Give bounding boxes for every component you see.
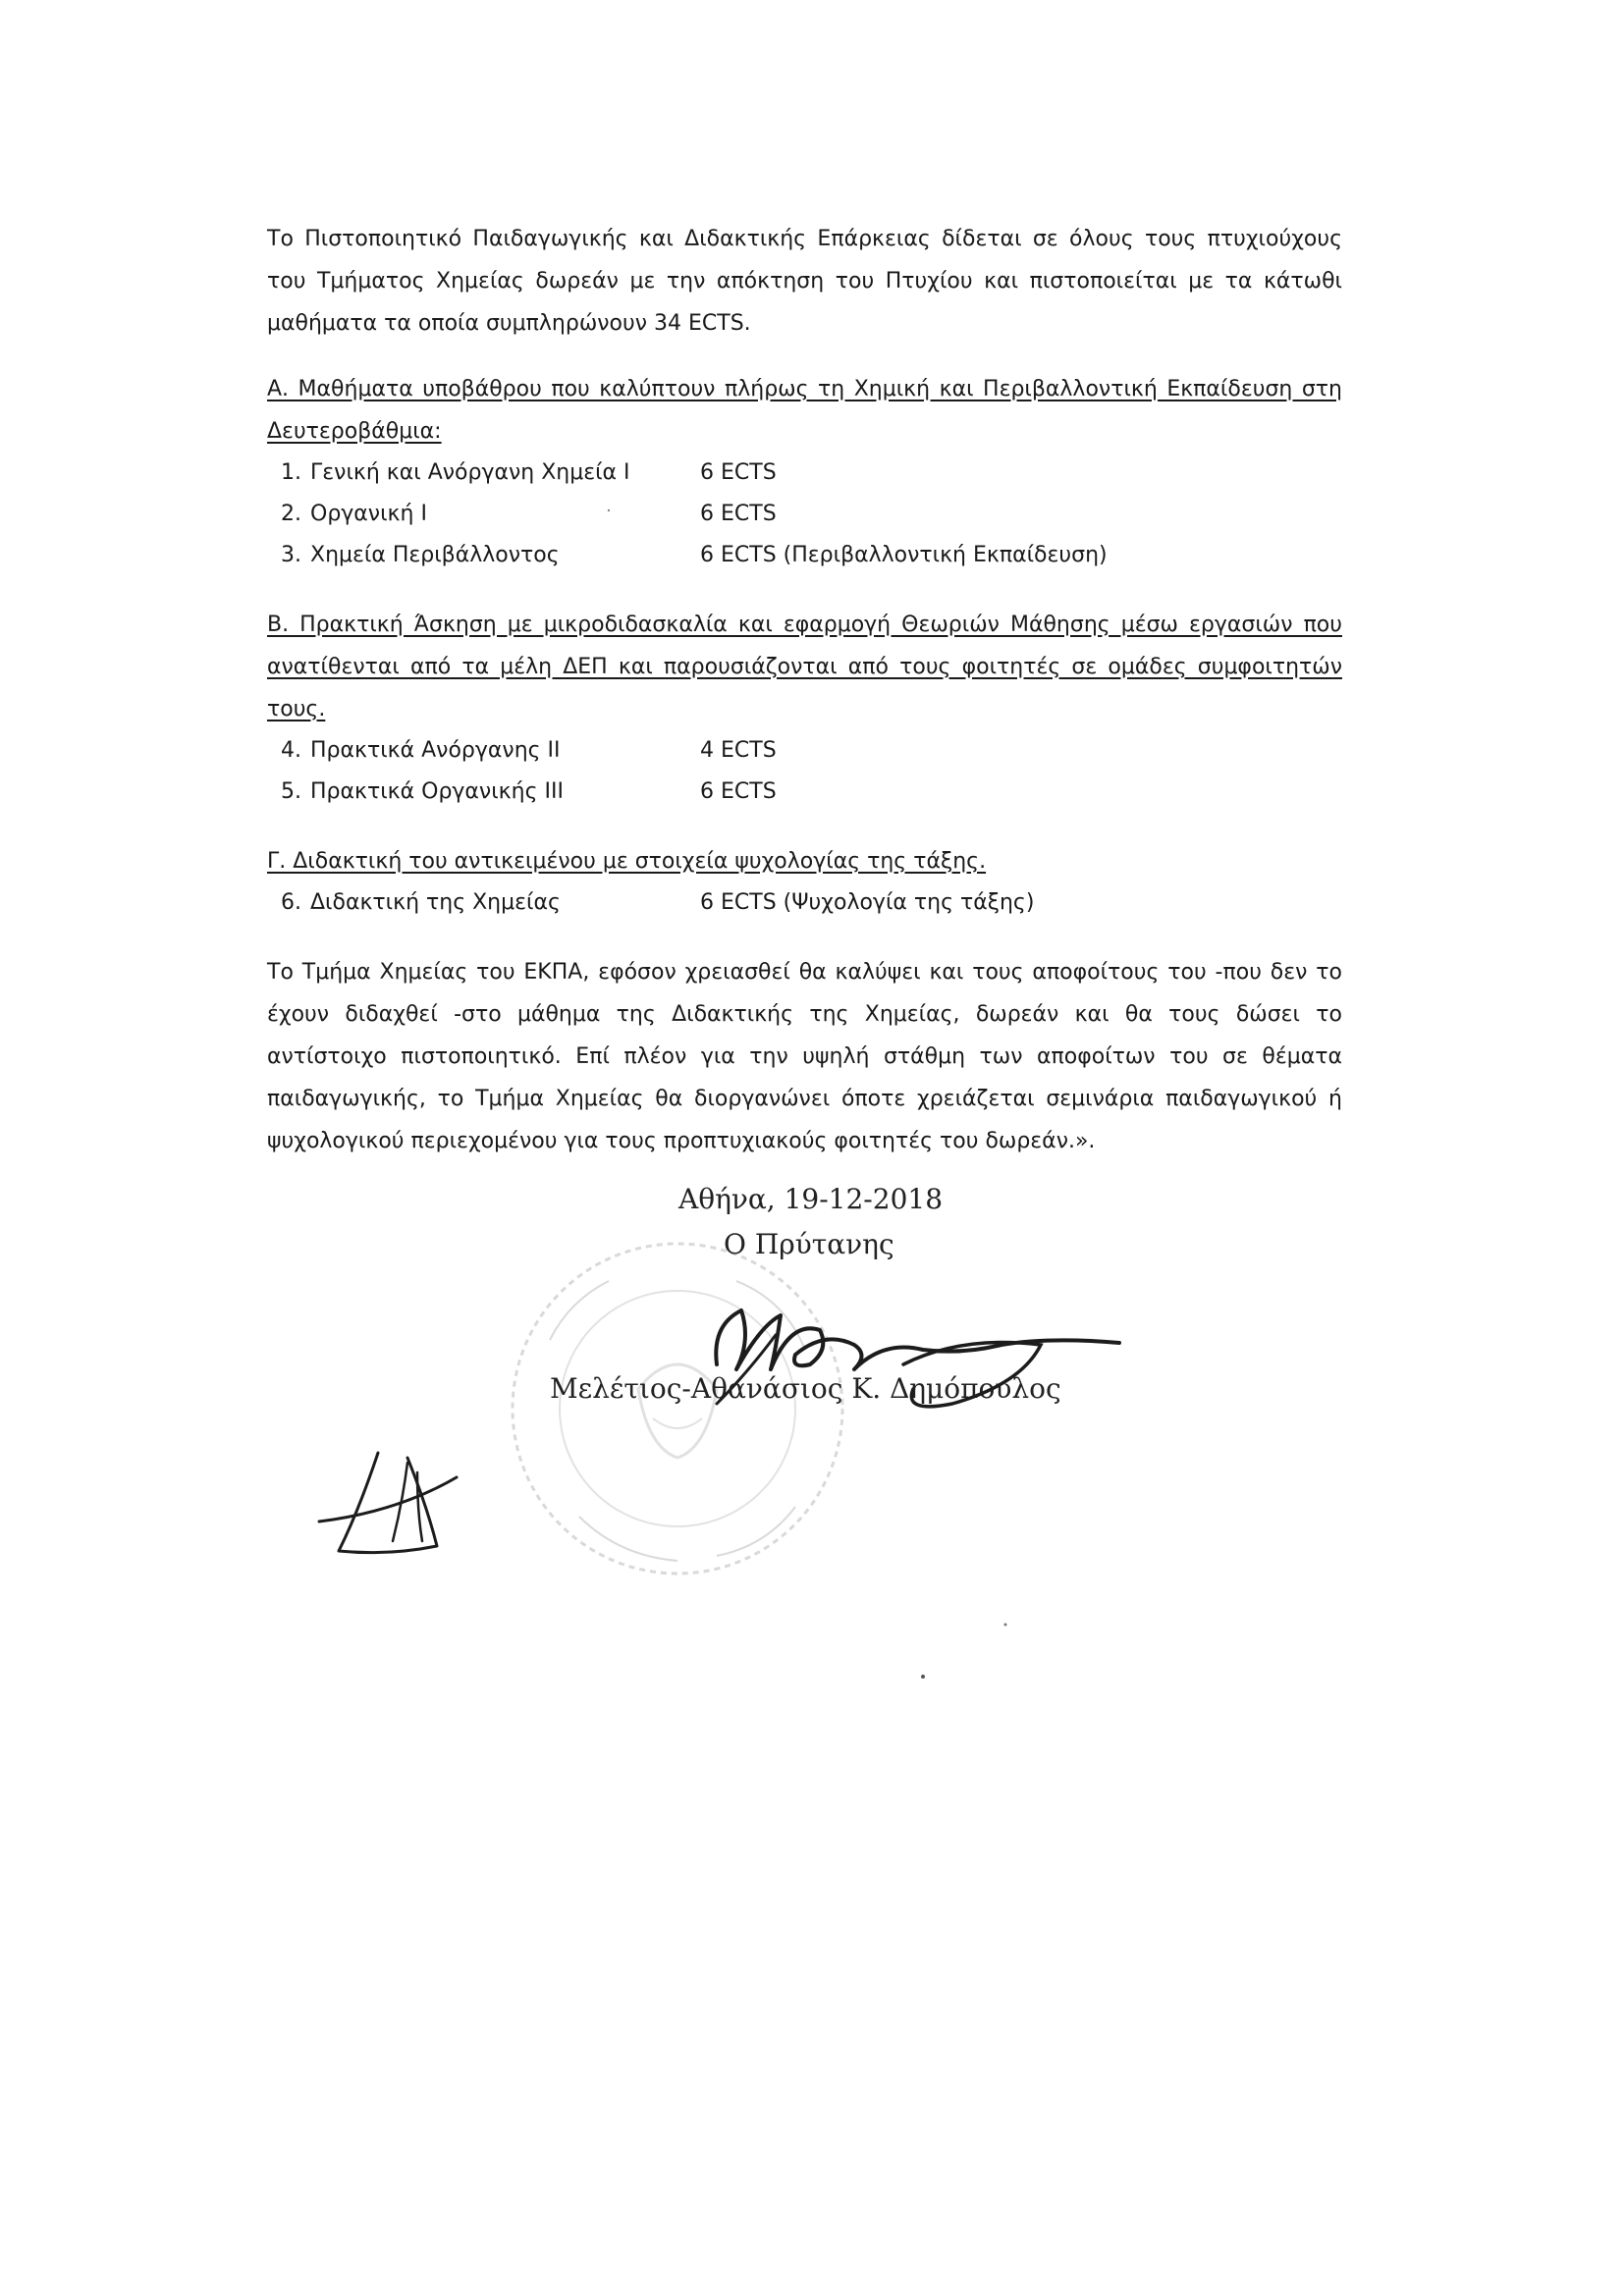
intro-paragraph: Το Πιστοποιητικό Παιδαγωγικής και Διδακτικής Επάρκειας δίδεται σε όλους τους πτυχιούχους του Τμήματος Χημείας δωρεάν με την απόκτηση του Πτυχίου και πιστοποιείται με τα κάτωθι μαθήματα τα οποία συμπληρώνουν 34 ECTS.: [267, 227, 1342, 336]
signature-date-line: Αθήνα, 19-12-2018: [678, 1183, 944, 1215]
section-b-heading: Β. Πρακτική Άσκηση με μικροδιδασκαλία και εφαρμογή Θεωριών Μάθησης μέσω εργασιών που ανατίθενται από τα μέλη ΔΕΠ και παρουσιάζονται από τους φοιτητές σε ομάδες συμφοιτητών τους.: [267, 613, 1342, 721]
course-credits: 6 ECTS (Περιβαλλοντική Εκπαίδευση): [700, 543, 1108, 567]
course-credits: 6 ECTS: [700, 460, 777, 485]
signature-name: Μελέτιος-Αθανάσιος Κ. Δημόπουλος: [550, 1372, 1061, 1405]
course-name: Οργανική Ι: [310, 502, 427, 526]
course-number: 6.: [281, 890, 301, 915]
course-name: Πρακτικά Ανόργανης ΙΙ: [310, 738, 561, 763]
course-credits: 6 ECTS: [700, 779, 777, 804]
course-number: 2.: [281, 502, 301, 526]
section-a-heading: Α. Μαθήματα υποβάθρου που καλύπτουν πλήρως τη Χημική και Περιβαλλοντική Εκπαίδευση στη Δευτεροβάθμια:: [267, 377, 1342, 444]
signature-title: Ο Πρύτανης: [724, 1228, 894, 1260]
course-number: 4.: [281, 738, 301, 763]
course-credits: 4 ECTS: [700, 738, 777, 763]
course-name: Πρακτικά Οργανικής ΙΙΙ: [310, 779, 564, 804]
course-name: Χημεία Περιβάλλοντος: [310, 543, 560, 567]
course-number: 5.: [281, 779, 301, 804]
course-credits: 6 ECTS: [700, 502, 777, 526]
course-name: Γενική και Ανόργανη Χημεία Ι: [310, 460, 630, 485]
course-name: Διδακτική της Χημείας: [310, 890, 561, 915]
course-number: 1.: [281, 460, 301, 485]
closing-paragraph: Το Τμήμα Χημείας του ΕΚΠΑ, εφόσον χρειασθεί θα καλύψει και τους αποφοίτους του -που δεν το έχουν διδαχθεί -στο μάθημα της Διδακτικής της Χημείας, δωρεάν και θα τους δώσει το αντίστοιχο πιστοποιητικό. Επί πλέον για την υψηλή στάθμη των αποφοίτων του σε θέματα παιδαγωγικής, το Τμήμα Χημείας θα διοργανώνει όποτε χρειάζεται σεμινάρια παιδαγωγικού ή ψυχολογικού περιεχομένου για τους προπτυχιακούς φοιτητές του δωρεάν.».: [267, 960, 1342, 1153]
section-c-heading: Γ. Διδακτική του αντικειμένου με στοιχεία ψυχολογίας της τάξης.: [267, 849, 987, 874]
course-number: 3.: [281, 543, 301, 567]
course-credits: 6 ECTS (Ψυχολογία της τάξης): [700, 890, 1035, 915]
